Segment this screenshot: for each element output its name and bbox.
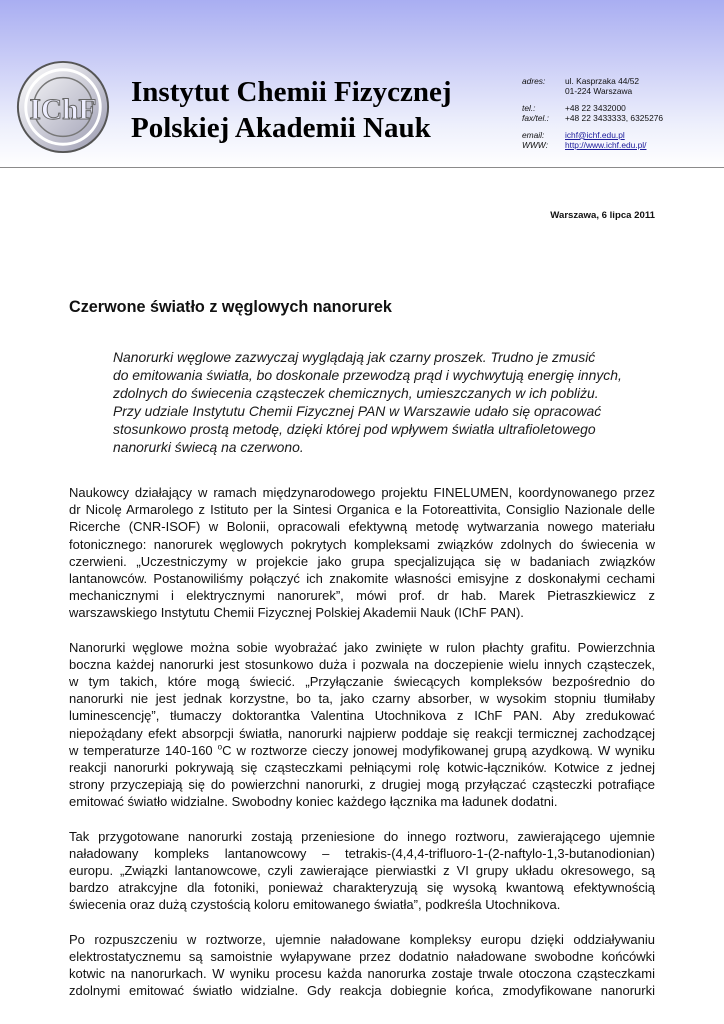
text-line: reakcji nanorurki pokrywają się cząsteczkami pełniącymi rolę kotwic-łączników. Kotwice z jednej [69,760,655,776]
lead-line: Przy udziale Instytutu Chemii Fizycznej PAN w Warszawie udało się opracować [113,403,602,419]
www-label: WWW: [522,140,549,151]
paragraph-2 [69,639,655,811]
article-body [69,484,655,1016]
ichf-logo [14,58,112,156]
institute-name [131,74,452,146]
website-link[interactable]: http://www.ichf.edu.pl/ [565,140,647,151]
text-line: świecenia oraz dużą czystością koloru emitowanego światła”, podkreśla Utochnikova. [69,897,561,913]
lead-line: stosunkowo prostą metodę, dzięki której pod wpływem światła ultrafioletowego [113,421,596,437]
text-line: Po rozpuszczeniu w roztworze, ujemnie naładowane kompleksy europu dzięki oddziaływaniu [69,931,655,947]
text-line: bardzo atrakcyjne dla fotoniki, ponieważ charakteryzują się wysoką kwantową efektywnością [69,880,655,896]
paragraph-3 [69,828,655,914]
fax-value: +48 22 3433333, 6325276 [565,113,664,124]
text-line: lantanowców. Postanowiliśmy połączyć ich znakomite własności emisyjne z doskonałymi cechami [69,571,655,587]
article-title: Czerwone światło z węglowych nanorurek [69,298,392,316]
temperature-text-before: w temperaturze 140-160 [69,742,218,758]
document-date: Warszawa, 6 lipca 2011 [550,210,655,221]
lead-line: nanorurki świecą na czerwono. [113,439,304,455]
text-line: naładowany kompleks lantanowcowy – tetrakis-(4,4,4-trifluoro-1-(2-naftylo-1,3-butanodionian) [69,845,655,861]
logo-text: IChF [29,93,97,126]
paragraph-1 [69,484,655,622]
text-line: boczna każdej nanorurki jest stosunkowo duża i pozwala na doczepienie wielu innych cząsteczek, [69,656,655,672]
address-label: adres: [522,76,546,86]
lead-line: zdolnych do świecenia cząsteczek chemicznych, umieszczanych w ich pobliżu. [113,385,599,401]
text-line: mechanicznymi i elektrycznymi nanorurek”, mówi prof. dr hab. Marek Pietraszkiewicz z [69,588,655,604]
email-label: email: [522,129,545,140]
text-line: niepożądany efekt absorpcji światła, nanorurki najpierw poddaje się reakcji termicznej zachodzącej [69,725,655,741]
address-line-1: ul. Kasprzaka 44/52 [565,76,640,86]
text-line: strony przyczepiają się do powierzchni nanorurki, z drugiej mogą przyłączać cząsteczki potrafiące [69,777,655,793]
text-line: w tym takich, które mogą świecić. „Przyłączanie świecących kompleksów bezpośrednio do [69,674,655,690]
text-line: zdolnymi emitować światło widzialne. Gdy reakcja dobiegnie końca, zmodyfikowane nanorurki [69,983,655,999]
text-line: dr Nicolę Armarolego z Istituto per la Sintesi Organica e la Fotoreattivita, Consiglio Nazionale delle [69,502,655,518]
header-divider [0,167,724,168]
text-line: czerwieni. „Uczestniczymy w projekcie jako grupa specjalizująca się w badaniach związków [69,553,655,569]
degree-superscript: o [217,742,223,752]
lead-line: Nanorurki węglowe zazwyczaj wyglądają jak czarny proszek. Trudno je zmusić [113,349,596,365]
institute-line-2: Polskiej Akademii Nauk [131,112,431,144]
text-line: luminescencję”, tłumaczy doktorantka Valentina Utochnikova z IChF PAN. Aby zredukować [69,708,655,724]
text-line: kotwic na nanorurkach. W wyniku procesu każda nanorurka zostaje trwale otoczona cząsteczkami [69,966,655,982]
tel-label: tel.: [522,102,536,113]
text-line: Nanorurki węglowe można sobie wyobrażać jako zwinięte w rulon płachty grafitu. Powierzchnia [69,639,655,655]
text-line: Ricerche (CNR-ISOF) w Bolonii, opracowali efektywną metodę wytwarzania nowego materiału [69,519,655,535]
institute-line-1: Instytut Chemii Fizycznej [131,76,452,108]
text-line: elektrostatycznemu są samoistnie wyłapywane przez dodatnio naładowane swobodne końcówki [69,948,655,964]
tel-value: +48 22 3432000 [565,102,626,113]
text-line: fotonicznego: nanorurek węglowych pokrytych kompleksami związków zdolnych do świecenia w [69,536,655,552]
text-line: Tak przygotowane nanorurki zostają przeniesione do innego roztworu, zawierającego ujemnie [69,828,655,844]
paragraph-4 [69,931,655,1000]
text-line: emitować światło widzialne. Swobodny koniec każdego łącznika ma ładunek dodatni. [69,794,558,810]
text-line: warszawskiego Instytutu Chemii Fizycznej Polskiej Akademii Nauk (IChF PAN). [69,605,524,621]
text-line: Naukowcy działający w ramach międzynarodowego projektu FINELUMEN, koordynowanego przez [69,485,655,500]
text-line-temperature [69,742,655,759]
address-line-2: 01-224 Warszawa [565,86,633,97]
contact-block [522,76,663,150]
lead-line: do emitowania światła, bo doskonale przewodzą prąd i wychwytują energię innych, [113,367,622,383]
text-line: europu. „Związki lantanowcowe, czyli zawierające pierwiastki z VI grupy układu okresowego, są [69,863,655,879]
lead-paragraph [113,348,658,456]
email-link[interactable]: ichf@ichf.edu.pl [565,129,625,140]
temperature-text-after: C w roztworze cieczy jonowej modyfikowanej grupą azydkową. W wyniku [222,742,655,758]
fax-label: fax/tel.: [522,113,549,124]
text-line: nanorurki nie jest jednak korzystne, bo ta, jako czarny absorber, w wysokim stopniu tłumiłaby [69,691,655,707]
